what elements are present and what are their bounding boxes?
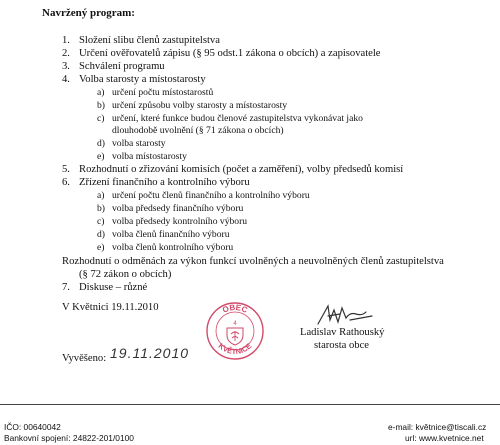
subitem-letter: c) (97, 113, 105, 124)
item-number: 7. (62, 282, 70, 293)
signer-title: starosta obce (314, 340, 370, 351)
posted-label: Vyvěšeno: (62, 353, 107, 364)
subitem-letter: b) (97, 100, 105, 111)
item-number: 5. (62, 164, 70, 175)
item-text: Diskuse – různé (79, 282, 148, 293)
item-number: 6. (62, 177, 70, 188)
stamp-number: 4 (233, 321, 237, 327)
subitem-letter: e) (97, 151, 105, 162)
item-text: Schválení programu (79, 61, 165, 72)
item-text: Určení ověřovatelů zápisu (§ 95 odst.1 zákona o obcích) a zapisovatele (79, 48, 381, 59)
flower-icon (231, 331, 239, 341)
subitem-text: určení počtu členů finančního a kontrolního výboru (112, 190, 310, 201)
subitem-text: volba předsedy finančního výboru (112, 203, 244, 214)
subitem-letter: a) (97, 190, 105, 201)
subitem-text: určení počtu místostarostů (112, 87, 214, 98)
municipal-stamp (205, 301, 265, 361)
footer-bank: Bankovní spojení: 24822-201/0100 (4, 433, 134, 443)
item-number: 1. (62, 35, 70, 46)
subitem-text-cont: dlouhodobě uvolnění (§ 71 zákona o obcích) (112, 125, 284, 136)
subitem-text: volba místostarosty (112, 151, 187, 162)
subitem-text: volba členů finančního výboru (112, 229, 230, 240)
subitem-text: volba starosty (112, 138, 166, 149)
signer-name: Ladislav Rathouský (300, 327, 385, 338)
item-number: 3. (62, 61, 70, 72)
subitem-letter: d) (97, 138, 105, 149)
footer-web: url: www.kvetnice.net (405, 433, 484, 443)
subitem-text: určení způsobu volby starosty a místostarosty (112, 100, 288, 111)
footer-divider (0, 404, 500, 405)
resolution-text: Rozhodnutí o odměnách za výkon funkcí uvolněných a neuvolněných členů zastupitelstva (62, 256, 444, 267)
posted-date: 19.11.2010 (110, 345, 190, 361)
item-number: 4. (62, 74, 70, 85)
item-text: Volba starosty a místostarosty (79, 74, 206, 85)
stamp-top-text: OBEC (221, 302, 249, 315)
subitem-letter: d) (97, 229, 105, 240)
stamp-bottom-text: KVĚTNICE (216, 341, 254, 357)
item-number: 2. (62, 48, 70, 59)
place-date: V Květnici 19.11.2010 (62, 302, 159, 313)
subitem-letter: e) (97, 242, 105, 253)
subitem-letter: a) (97, 87, 105, 98)
subitem-letter: b) (97, 203, 105, 214)
program-title: Navržený program: (42, 7, 135, 19)
resolution-text-cont: (§ 72 zákon o obcích) (79, 269, 172, 280)
subitem-letter: c) (97, 216, 105, 227)
item-text: Rozhodnutí o zřizování komisích (počet a zaměření), volby předsedů komisí (79, 164, 404, 175)
subitem-text: volba členů kontrolního výboru (112, 242, 234, 253)
item-text: Zřízení finančního a kontrolního výboru (79, 177, 250, 188)
subitem-text: volba předsedy kontrolního výboru (112, 216, 248, 227)
footer-email: e-mail: květnice@tiscali.cz (388, 422, 487, 432)
footer-ico: IČO: 00640042 (4, 422, 61, 432)
subitem-text: určení, které funkce budou členové zastupitelstva vykonávat jako (112, 113, 363, 124)
item-text: Složení slibu členů zastupitelstva (79, 35, 220, 46)
handwritten-signature (316, 302, 376, 330)
